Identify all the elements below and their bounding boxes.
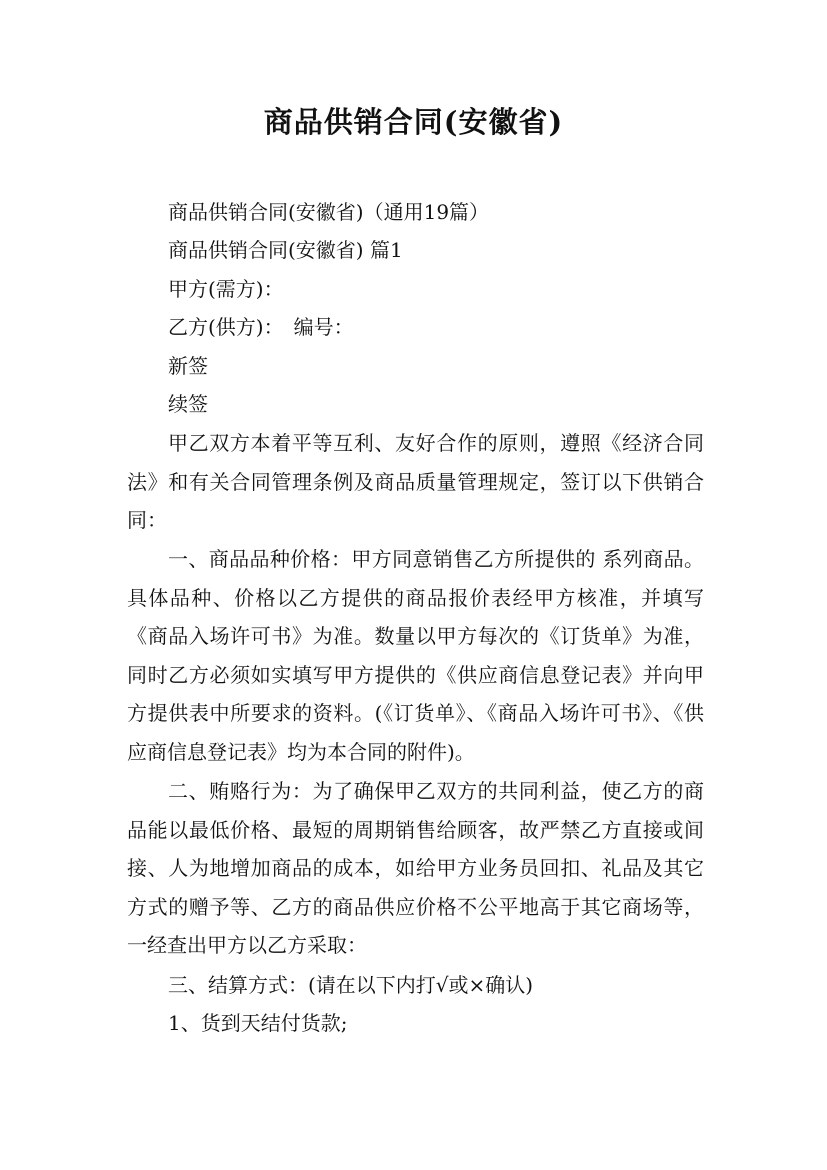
section-heading: 商品供销合同(安徽省) 篇1	[168, 238, 403, 262]
clause-1-paragraph: 一、商品品种价格：甲方同意销售乙方所提供的 系列商品。具体品种、价格以乙方提供的商品报价表经甲方核准，并填写《商品入场许可书》为准。数量以甲方每次的《订货单》为准，同时乙方必须如实填写甲方提供的《供应商信息登记表》并向甲方提供表中所要求的资料。(《订货单》、《商品入场许可书》、《供应商信息登记表》均为本合同的附件)。	[127, 547, 704, 764]
party-b-line: 乙方(供方)： 编号：	[168, 315, 354, 339]
settlement-item-1: 1、货到天结付货款;	[168, 1011, 348, 1035]
clause-2-paragraph: 二、贿赂行为：为了确保甲乙双方的共同利益，使乙方的商品能以最低价格、最短的周期销售给顾客，故严禁乙方直接或间接、人为地增加商品的成本，如给甲方业务员回扣、礼品及其它方式的赠予等、乙方的商品供应价格不公平地高于其它商场等，一经查出甲方以乙方采取：	[127, 779, 704, 957]
party-a-line: 甲方(需方)：	[168, 277, 284, 301]
document-title: 商品供销合同(安徽省)	[263, 105, 564, 139]
new-sign-line: 新签	[168, 354, 208, 378]
clause-3-heading: 三、结算方式：(请在以下内打√或×确认)	[168, 973, 534, 997]
renew-sign-line: 续签	[168, 392, 208, 416]
intro-paragraph: 甲乙双方本着平等互利、友好合作的原则，遵照《经济合同法》和有关合同管理条例及商品质量管理规定，签订以下供销合同：	[127, 431, 704, 532]
contract-subtitle: 商品供销合同(安徽省)（通用19篇）	[168, 200, 490, 224]
